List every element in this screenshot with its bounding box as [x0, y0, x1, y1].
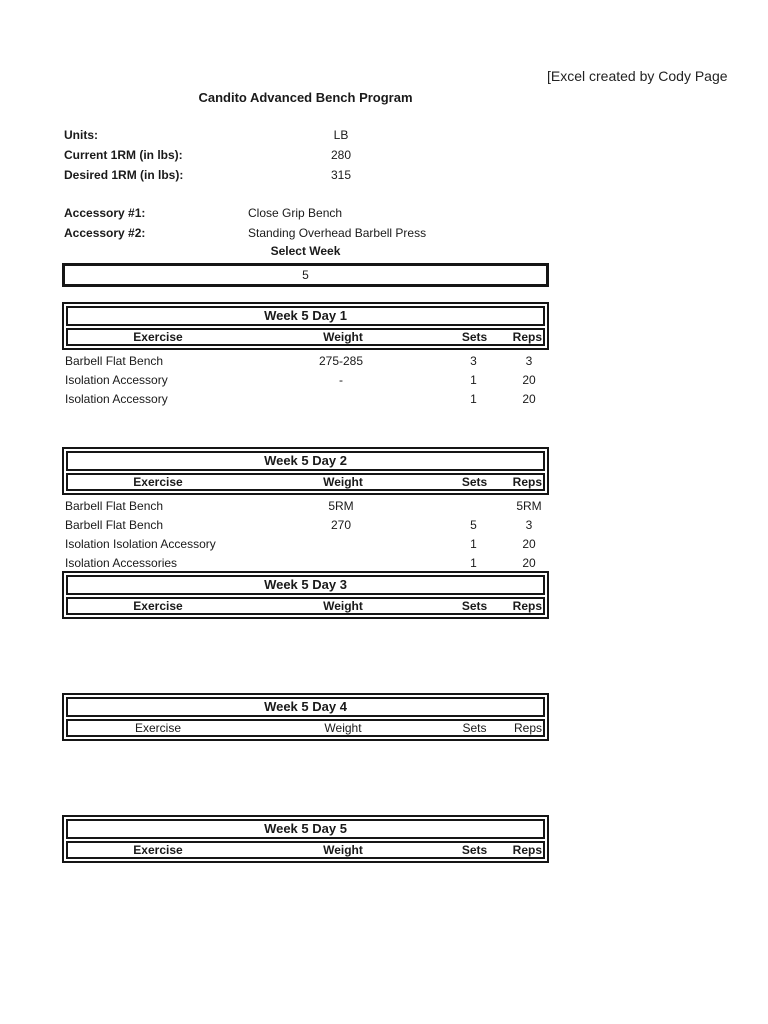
day-table [62, 447, 549, 573]
cell-weight: 275-285 [318, 354, 364, 368]
column-header-exercise: Exercise [133, 843, 183, 857]
current-1rm-label: Current 1RM (in lbs): [64, 148, 183, 162]
accessory-2-value: Standing Overhead Barbell Press [248, 226, 427, 240]
column-header-sets: Sets [461, 475, 488, 489]
cell-reps: 3 [525, 354, 533, 368]
cell-sets [436, 497, 511, 516]
select-week-label: Select Week [270, 244, 341, 258]
cell-reps: 5RM [516, 499, 542, 513]
cell-exercise: Isolation Accessories [65, 556, 178, 570]
column-header-sets: Sets [461, 330, 488, 344]
day-title: Week 5 Day 4 [66, 697, 545, 717]
cell-sets: 5 [470, 518, 477, 532]
column-header-row [66, 473, 545, 491]
exercise-rows [62, 352, 549, 409]
column-header-exercise: Exercise [133, 475, 183, 489]
units-label: Units: [64, 128, 98, 142]
credit-note: [Excel created by Cody Page [547, 68, 728, 84]
day-table [62, 571, 549, 619]
day-table [62, 302, 549, 409]
column-header-reps: Reps [512, 475, 542, 489]
column-header-row [66, 328, 545, 346]
cell-weight: 5RM [328, 499, 354, 513]
table-row [65, 535, 549, 554]
cell-sets: 1 [470, 373, 477, 387]
day-table-box [62, 302, 549, 350]
cell-reps: 20 [522, 392, 536, 406]
cell-reps: 20 [522, 537, 536, 551]
column-header-weight: Weight [323, 599, 363, 613]
column-header-exercise: Exercise [134, 721, 181, 735]
column-header-sets: Sets [462, 721, 487, 735]
table-row [65, 352, 549, 371]
exercise-rows [62, 497, 549, 573]
page-title: Candito Advanced Bench Program [198, 90, 413, 105]
table-row [65, 516, 549, 535]
day-title: Week 5 Day 3 [66, 575, 545, 595]
column-header-reps: Reps [513, 721, 542, 735]
units-value: LB [333, 128, 349, 142]
table-row [65, 371, 549, 390]
cell-weight [246, 390, 436, 409]
cell-exercise: Isolation Accessory [65, 392, 168, 406]
column-header-reps: Reps [512, 330, 542, 344]
column-header-weight: Weight [323, 330, 363, 344]
column-header-row [66, 597, 545, 615]
day-table-box [62, 571, 549, 619]
day-table [62, 815, 549, 863]
column-header-exercise: Exercise [133, 330, 183, 344]
column-header-exercise: Exercise [133, 599, 183, 613]
cell-sets: 1 [470, 537, 477, 551]
column-header-reps: Reps [512, 843, 542, 857]
cell-sets: 1 [470, 392, 477, 406]
column-header-row [66, 719, 545, 737]
cell-sets: 3 [470, 354, 477, 368]
table-row [65, 497, 549, 516]
column-header-weight: Weight [323, 843, 363, 857]
cell-reps: 20 [522, 373, 536, 387]
column-header-sets: Sets [461, 843, 488, 857]
column-header-reps: Reps [512, 599, 542, 613]
day-table-box [62, 815, 549, 863]
accessory-1-label: Accessory #1: [64, 206, 146, 220]
column-header-sets: Sets [461, 599, 488, 613]
day-table-box [62, 693, 549, 741]
cell-reps: 20 [522, 556, 536, 570]
cell-weight [246, 535, 436, 554]
day-table-box [62, 447, 549, 495]
cell-weight: 270 [330, 518, 352, 532]
day-title: Week 5 Day 1 [66, 306, 545, 326]
cell-exercise: Isolation Accessory [65, 373, 168, 387]
cell-sets: 1 [470, 556, 477, 570]
desired-1rm-label: Desired 1RM (in lbs): [64, 168, 184, 182]
column-header-weight: Weight [323, 475, 363, 489]
cell-weight: - [339, 373, 343, 387]
cell-exercise: Barbell Flat Bench [65, 518, 164, 532]
cell-exercise: Barbell Flat Bench [65, 499, 164, 513]
table-row [65, 390, 549, 409]
select-week-box: 5 [62, 263, 549, 287]
accessory-1-value: Close Grip Bench [248, 206, 343, 220]
desired-1rm-value: 315 [330, 168, 352, 182]
accessory-2-label: Accessory #2: [64, 226, 146, 240]
column-header-row [66, 841, 545, 859]
cell-exercise: Isolation Isolation Accessory [65, 537, 216, 551]
column-header-weight: Weight [324, 721, 362, 735]
day-table [62, 693, 549, 741]
cell-reps: 3 [525, 518, 533, 532]
day-title: Week 5 Day 5 [66, 819, 545, 839]
current-1rm-value: 280 [330, 148, 352, 162]
day-title: Week 5 Day 2 [66, 451, 545, 471]
cell-exercise: Barbell Flat Bench [65, 354, 164, 368]
